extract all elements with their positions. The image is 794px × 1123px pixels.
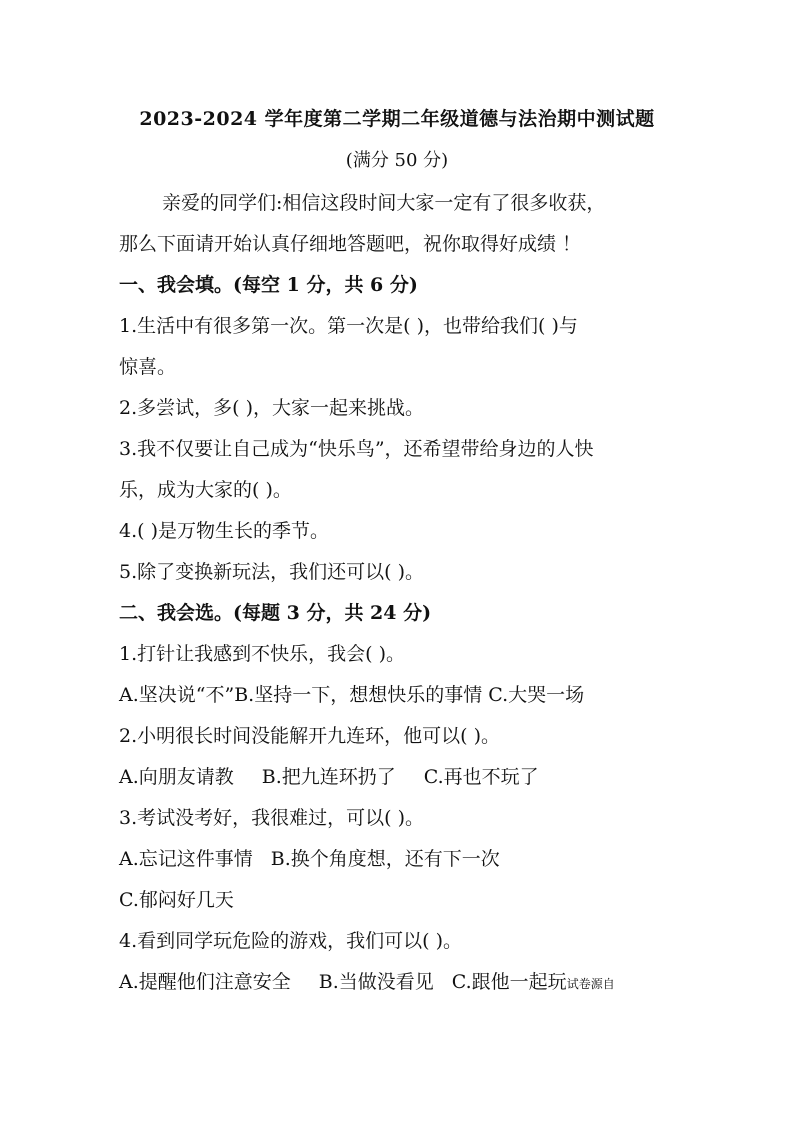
exam-subtitle: (满分 50 分) bbox=[345, 150, 449, 171]
intro-line-2: 那么下面请开始认真仔细地答题吧，祝你取得好成绩 ！ bbox=[119, 233, 582, 255]
fill-question-3-line-2: 乐，成为大家的( )。 bbox=[119, 479, 292, 501]
q4-option-a: A.提醒他们注意安全 bbox=[119, 971, 291, 993]
choice-question-4: 4.看到同学玩危险的游戏，我们可以( )。 bbox=[119, 930, 462, 952]
fill-question-5: 5.除了变换新玩法，我们还可以( )。 bbox=[119, 561, 424, 583]
choice-question-1: 1.打针让我感到不快乐，我会( )。 bbox=[119, 643, 405, 665]
section-1-heading: 一、我会填。(每空 1 分，共 6 分) bbox=[119, 274, 418, 296]
fill-question-3-line-1: 3.我不仅要让自己成为“快乐鸟”，还希望带给身边的人快 bbox=[119, 438, 594, 460]
section-2-heading: 二、我会选。(每题 3 分，共 24 分) bbox=[119, 602, 432, 624]
q3-option-b: B.换个角度想，还有下一次 bbox=[270, 848, 500, 870]
q4-option-b: B.当做没看见 bbox=[318, 971, 434, 993]
fill-question-2: 2.多尝试，多( )，大家一起来挑战。 bbox=[119, 397, 424, 419]
source-watermark: 试卷源自 bbox=[566, 977, 615, 991]
q3-option-a: A.忘记这件事情 bbox=[119, 848, 253, 870]
intro-line-1: 亲爱的同学们:相信这段时间大家一定有了很多收获， bbox=[162, 192, 606, 214]
fill-question-4: 4.( )是万物生长的季节。 bbox=[119, 520, 329, 542]
choice-question-3: 3.考试没考好，我很难过，可以( )。 bbox=[119, 807, 424, 829]
choice-question-2-options bbox=[119, 757, 679, 798]
choice-question-4-options bbox=[119, 962, 679, 1003]
choice-question-3-options bbox=[119, 839, 679, 880]
q4-option-c: C.跟他一起玩 bbox=[451, 971, 567, 993]
q2-option-c: C.再也不玩了 bbox=[423, 766, 539, 788]
choice-question-3-option-c: C.郁闷好几天 bbox=[119, 889, 234, 911]
exam-content bbox=[119, 265, 679, 1003]
fill-question-1-line-2: 惊喜。 bbox=[119, 356, 177, 378]
q2-option-a: A.向朋友请教 bbox=[119, 766, 234, 788]
choice-question-2: 2.小明很长时间没能解开九连环，他可以( )。 bbox=[119, 725, 500, 747]
exam-title: 2023-2024 学年度第二学期二年级道德与法治期中测试题 bbox=[139, 108, 655, 130]
q2-option-b: B.把九连环扔了 bbox=[261, 766, 396, 788]
fill-question-1-line-1: 1.生活中有很多第一次。第一次是( )，也带给我们( )与 bbox=[119, 315, 578, 337]
intro-paragraph bbox=[119, 183, 679, 265]
choice-question-1-options: A.坚决说“不”B.坚持一下，想想快乐的事情 C.大哭一场 bbox=[119, 684, 585, 706]
